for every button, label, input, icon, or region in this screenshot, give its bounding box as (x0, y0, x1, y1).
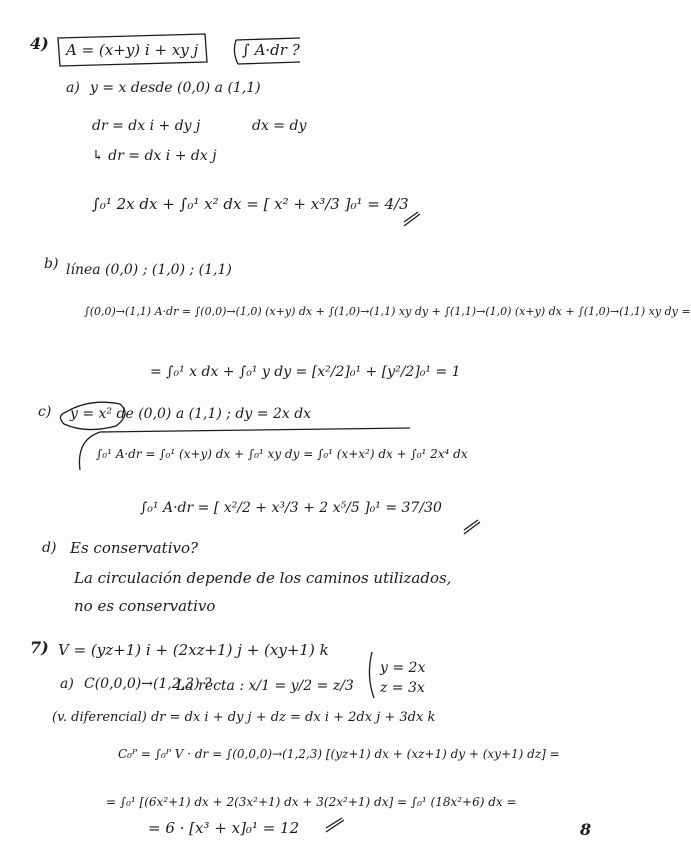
part-c-label: c) (38, 404, 52, 420)
underline-result-c (464, 520, 480, 534)
part-a-path: y = x desde (0,0) a (1,1) (90, 80, 261, 96)
page-number: 8 (580, 820, 592, 839)
part-c-line-1: ∫₀¹ A·dr = ∫₀¹ (x+y) dx + ∫₀¹ xy dy = ∫₀¹ (x+x²) dx + ∫₀¹ 2x⁴ dx (96, 447, 468, 461)
problem-7-number: 7) (30, 638, 49, 657)
part-b-path: línea (0,0) ; (1,0) ; (1,1) (66, 262, 232, 278)
problem-7-a-label: a) (60, 676, 74, 692)
part-a-dx: dx = dy (252, 118, 307, 134)
part-c-line-2: ∫₀¹ A·dr = [ x²/2 + x³/3 + 2 x⁵/5 ]₀¹ = 37/30 (140, 500, 442, 516)
evaluation-line: = ∫₀¹ [(6x²+1) dx + 2(3x²+1) dx + 3(2x²+1) dx] = ∫₀¹ (18x²+6) dx = (106, 795, 517, 809)
underline-result-7 (326, 818, 344, 832)
result-line: = 6 · [x³ + x]₀¹ = 12 (148, 819, 300, 837)
vector-differential: (v. diferencial) dr = dx i + dy j + dz = dx i + 2dx j + 3dx k (52, 710, 436, 725)
part-a-substitution: ↳ dr = dx i + dx j (92, 148, 217, 164)
circulation-line: C₀ᴾ = ∫₀ᴾ V · dr = ∫(0,0,0)→(1,2,3) [(yz+1) dx + (xz+1) dy + (xy+1) dz] = (118, 747, 560, 761)
problem-4-number: 4) (30, 34, 49, 53)
part-d-answer-2: no es conservativo (74, 597, 216, 615)
part-c-path: y = x² de (0,0) a (1,1) ; dy = 2x dx (70, 406, 312, 422)
part-d-answer-1: La circulación depende de los caminos utilizados, (74, 569, 452, 587)
part-a-integral: ∫₀¹ 2x dx + ∫₀¹ x² dx = [ x² + x³/3 ]₀¹ = 4/3 (92, 195, 409, 213)
system-eq-2: z = 3x (380, 680, 425, 696)
part-b-label: b) (44, 256, 59, 272)
problem-4-integral: ∫ A·dr ? (242, 41, 300, 59)
problem-7-circulation: C(0,0,0)→(1,2,3) ? (84, 676, 212, 692)
part-a-label: a) (66, 80, 80, 96)
system-brace (369, 652, 374, 698)
problem-7-line: La recta : x/1 = y/2 = z/3 (176, 678, 354, 694)
part-b-line-1: ∫(0,0)→(1,1) A·dr = ∫(0,0)→(1,0) (x+y) dx + ∫(1,0)→(1,1) xy dy + ∫(1,1)→(1,0) (x+y) dx + ∫(1,0)→(1,1) xy dy = (84, 305, 691, 318)
problem-4-field: A = (x+y) i + xy j (66, 41, 199, 59)
part-d-label: d) (42, 540, 57, 556)
problem-7-field: V = (yz+1) i + (2xz+1) j + (xy+1) k (58, 641, 329, 659)
system-eq-1: y = 2x (380, 660, 426, 676)
part-d-question: Es conservativo? (70, 539, 199, 557)
part-a-dr: dr = dx i + dy j (92, 118, 201, 134)
part-b-line-2: = ∫₀¹ x dx + ∫₀¹ y dy = [x²/2]₀¹ + [y²/2]₀¹ = 1 (150, 364, 461, 380)
underline-result-a (404, 212, 420, 226)
